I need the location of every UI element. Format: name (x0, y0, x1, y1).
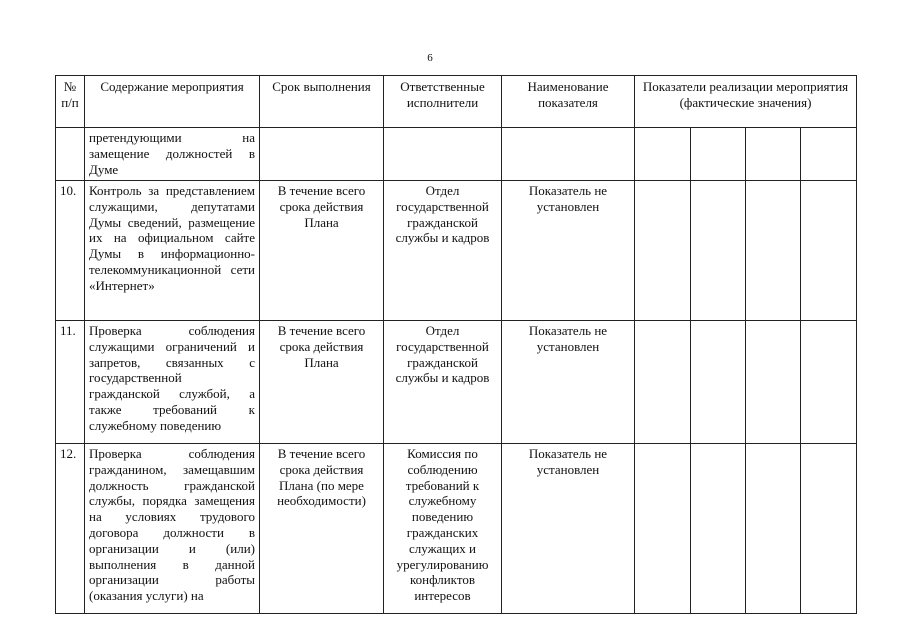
indicator-cell (801, 321, 857, 444)
row-responsible: Отдел государственной гражданской службы и кадров (384, 181, 502, 321)
row-indicator-name: Показатель не установлен (502, 321, 635, 444)
row-number: 11. (56, 321, 85, 444)
indicator-cell (746, 321, 801, 444)
row-number: 10. (56, 181, 85, 321)
indicator-cell (635, 444, 691, 614)
row-number (56, 128, 85, 181)
indicator-cell (691, 128, 746, 181)
table-row (56, 181, 857, 321)
row-content: Проверка соблюдения гражданином, замещавшим должность гражданской службы, порядка замещения на условиях трудового договора должности в организации и (или) выполнения в данной организации работы (оказания услуги) на (85, 444, 260, 614)
row-deadline: В течение всего срока действия Плана (260, 181, 384, 321)
row-responsible: Отдел государственной гражданской службы и кадров (384, 321, 502, 444)
row-indicator-name: Показатель не установлен (502, 181, 635, 321)
indicator-cell (746, 444, 801, 614)
header-responsible: Ответственные исполнители (384, 76, 502, 128)
indicator-cell (635, 321, 691, 444)
row-deadline (260, 128, 384, 181)
table-header-row (56, 76, 857, 128)
header-indicators: Показатели реализации мероприятия (фактические значения) (635, 76, 857, 128)
table-row (56, 321, 857, 444)
indicator-cell (691, 444, 746, 614)
row-responsible: Комиссия по соблюдению требований к служебному поведению гражданских служащих и урегулированию конфликтов интересов (384, 444, 502, 614)
row-content: Контроль за представлением служащими, депутатами Думы сведений, размещение их на официальном сайте Думы в информационно-телекоммуникационной сети «Интернет» (85, 181, 260, 321)
row-number: 12. (56, 444, 85, 614)
indicator-cell (635, 128, 691, 181)
header-indicator-name: Наименование показателя (502, 76, 635, 128)
row-indicator-name (502, 128, 635, 181)
indicator-cell (691, 321, 746, 444)
page-number: 6 (427, 52, 433, 64)
indicator-cell (691, 181, 746, 321)
row-indicator-name: Показатель не установлен (502, 444, 635, 614)
indicator-cell (746, 128, 801, 181)
indicator-cell (801, 181, 857, 321)
measures-table (55, 75, 857, 614)
header-content: Содержание мероприятия (85, 76, 260, 128)
indicator-cell (801, 128, 857, 181)
header-num: № п/п (56, 76, 85, 128)
row-deadline: В течение всего срока действия Плана (260, 321, 384, 444)
row-content: претендующими на замещение должностей в Думе (85, 128, 260, 181)
header-deadline: Срок выполнения (260, 76, 384, 128)
indicator-cell (746, 181, 801, 321)
indicator-cell (801, 444, 857, 614)
table-row (56, 444, 857, 614)
indicator-cell (635, 181, 691, 321)
row-content: Проверка соблюдения служащими ограничений и запретов, связанных с государственной гражданской службой, а также требований к служебному поведению (85, 321, 260, 444)
row-responsible (384, 128, 502, 181)
table-row (56, 128, 857, 181)
row-deadline: В течение всего срока действия Плана (по мере необходимости) (260, 444, 384, 614)
